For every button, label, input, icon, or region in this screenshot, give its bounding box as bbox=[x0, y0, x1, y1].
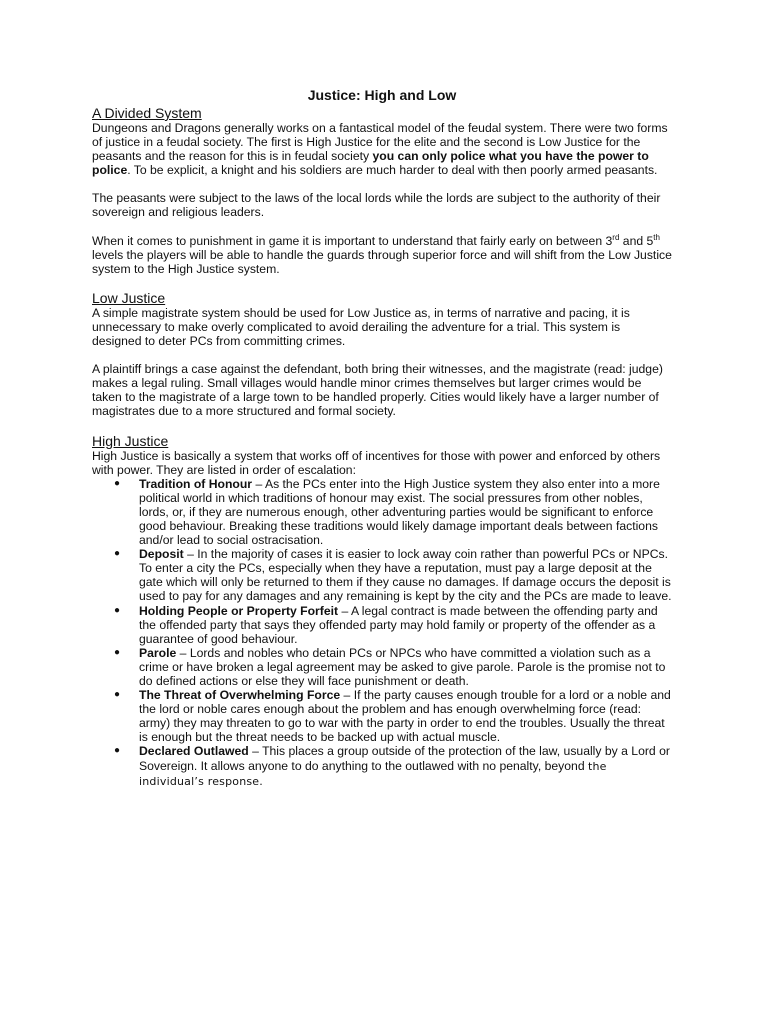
paragraph-text: levels the players will be able to handle the guards through superior force and will shift from the Low Justice system to the High Justice system. bbox=[92, 247, 672, 276]
section-heading-high-justice: High Justice bbox=[92, 432, 169, 449]
bullet-icon: ● bbox=[114, 745, 121, 757]
paragraph: High Justice is basically a system that works off of incentives for those with power and enforced by others with power. They are listed in order of escalation: bbox=[92, 448, 661, 477]
section-divided-system bbox=[92, 105, 672, 276]
list-item-term: Tradition of Honour bbox=[139, 476, 253, 491]
paragraph-text: and 5 bbox=[619, 233, 654, 248]
section-low-justice bbox=[92, 290, 672, 419]
paragraph: The peasants were subject to the laws of the local lords while the lords are subject to the authority of their sovereign and religious leaders. bbox=[92, 191, 661, 220]
list-item-text: – As the PCs enter into the High Justice system they also enter into a more political world in which traditions of honour may exist. The social pressures from other nobles, lords, or, if they are numerous enough, other adventuring parties would be significant to enforce good behaviour. Breaking these traditions would likely damage important deals between factions and/or lead to social ostracisation. bbox=[139, 476, 660, 548]
escalation-list bbox=[92, 477, 672, 789]
list-item-text: – This places a group outside of the protection of the law, usually by a Lord or Sovereign. It allows anyone to do anything to the outlawed with no penalty, beyond bbox=[139, 744, 670, 773]
section-heading-divided-system: A Divided System bbox=[92, 105, 202, 121]
list-item-text: – In the majority of cases it is easier to lock away coin rather than powerful PCs or NPCs. To enter a city the PCs, especially when they have a reputation, must pay a large deposit at the gate which will only be returned to them if they cause no damages. If damage occurs the deposit is used to pay for any damages and any remaining is kept by the city and the PCs are made to leave. bbox=[139, 547, 672, 604]
ordinal-suffix: th bbox=[653, 232, 660, 242]
list-item-text: – Lords and nobles who detain PCs or NPCs who have committed a violation such as a crime or have broken a legal agreement may be asked to give parole. Parole is the promise not to do defined actions or else they will face punishment or death. bbox=[139, 645, 666, 688]
list-item-text: – If the party causes enough trouble for a lord or a noble and the lord or noble cares enough about the problem and has enough overwhelming force (read: army) they may threaten to go to war with the party in order to end the troubles. Usually the threat is enough but the threat needs to be backed up with actual muscle. bbox=[139, 688, 671, 745]
paragraph: A simple magistrate system should be used for Low Justice as, in terms of narrative and pacing, it is unnecessary to make overly complicated to avoid derailing the adventure for a trial. This system is designed to deter PCs from committing crimes. bbox=[92, 305, 630, 349]
paragraph bbox=[92, 234, 672, 276]
list-item-term: The Threat of Overwhelming Force bbox=[139, 688, 341, 703]
list-item-term: Holding People or Property Forfeit bbox=[139, 603, 339, 618]
list-item bbox=[114, 476, 672, 548]
bullet-icon: ● bbox=[114, 548, 121, 560]
list-item-term: Parole bbox=[139, 645, 177, 660]
list-item bbox=[114, 645, 672, 688]
document-title: Justice: High and Low bbox=[307, 87, 457, 103]
list-item bbox=[114, 603, 672, 646]
paragraph-text: Dungeons and Dragons generally works on a fantastical model of the feudal system. There were two forms of justice in a feudal society. The first is High Justice for the elite and the second is Low Justice for the peasants and the reason for this is in feudal society bbox=[92, 121, 668, 164]
emphasis-text: you can only police what you have the power to police bbox=[92, 149, 649, 178]
section-high-justice bbox=[92, 433, 672, 789]
list-item bbox=[114, 744, 672, 788]
list-item-text: – A legal contract is made between the offending party and the offended party that says they offended party may hold family or property of the offender as a guarantee of good behaviour. bbox=[139, 603, 658, 646]
paragraph-text: . To be explicit, a knight and his soldiers are much harder to deal with then poorly armed peasants. bbox=[127, 163, 658, 178]
list-item-term: Declared Outlawed bbox=[139, 744, 249, 759]
section-heading-low-justice: Low Justice bbox=[92, 289, 166, 306]
paragraph-text: When it comes to punishment in game it is important to understand that fairly early on between 3 bbox=[92, 233, 613, 248]
list-item bbox=[114, 547, 672, 604]
bullet-icon: ● bbox=[114, 477, 121, 489]
document-page bbox=[92, 86, 672, 789]
bullet-icon: ● bbox=[114, 604, 121, 616]
paragraph bbox=[92, 121, 672, 177]
list-item-term: Deposit bbox=[139, 547, 184, 562]
paragraph: A plaintiff brings a case against the defendant, both bring their witnesses, and the magistrate (read: judge) makes a legal ruling. Small villages would handle minor crimes themselves but larger crimes would be taken to the magistrate of a large town to be handled properly. Cities would likely have a larger number of magistrates due to a more structured and formal society. bbox=[92, 362, 663, 419]
bullet-icon: ● bbox=[114, 689, 121, 701]
ordinal-suffix: rd bbox=[612, 232, 620, 242]
bullet-icon: ● bbox=[114, 646, 121, 658]
list-item bbox=[114, 688, 672, 745]
list-item-text: the individual’s response. bbox=[139, 759, 607, 788]
